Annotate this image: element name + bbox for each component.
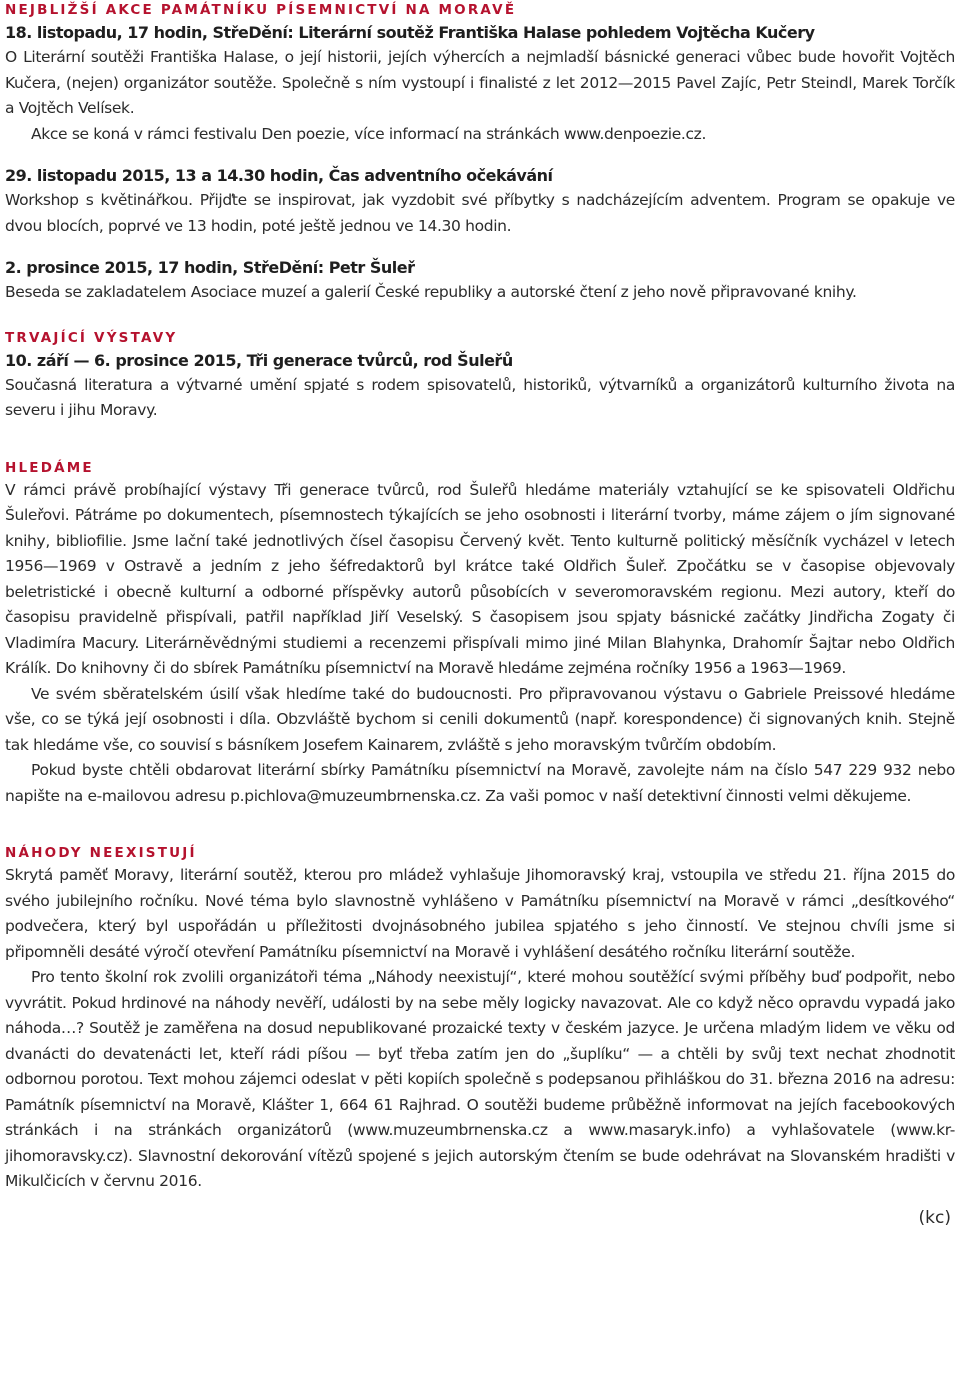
document-page [5, 0, 955, 1231]
hledame-paragraph-3: Pokud byste chtěli obdarovat literární sbírky Památníku písemnictví na Moravě, zavolejte nám na číslo 547 229 932 nebo napište na e-mailovou adresu p.pichlova@muzeumbrnenska.cz. Za vaši pomoc v naší detektivní činnosti velmi děkujeme. [5, 761, 955, 805]
exhibition-text: Současná literatura a výtvarné umění spjaté s rodem spisovatelů, historiků, výtvarníků a organizátorů kulturního života na severu i jihu Moravy. [5, 375, 955, 419]
nahody-paragraph-2: Pro tento školní rok zvolili organizátoři téma „Náhody neexistují“, které mohou soutěžící svými příběhy buď podpořit, nebo vyvrátit. Pokud hrdinové na náhody nevěří, události by na sebe měly logicky navazovat. Ale co když něco opravdu vypadá jako náhoda…? Soutěž je zaměřena na dosud nepublikované prozaické texty v českém jazyce. Je určena mladým lidem ve věku od dvanácti do devatenácti let, kteří rádi píšou — byť třeba zatím jen do „šuplíku“ — a chtěli by svůj text nechat zhodnotit odbornou porotou. Text mohou zájemci odeslat v pěti kopiích společně s podepsanou přihláškou do 31. března 2016 na adresu: Památník písemnictví na Moravě, Klášter 1, 664 61 Rajhrad. O soutěži budeme průběžně informovat na jejích facebookových stránkách i na stránkách organizátorů (www.muzeumbrnenska.cz a www.masaryk.info) a vyhlašovatele (www.kr-jihomoravsky.cz). Slavnostní dekorování vítězů spojené s jejich autorským čtením se bude odehrávat na Slovanském hradišti v Mikulčicích v červnu 2016. [5, 968, 955, 1190]
event-text-competition: O Literární soutěži Františka Halase, o její historii, jejích výhercích a nejmladší básnické generaci vůbec bude hovořit Vojtěch Kučera, (nejen) organizátor soutěže. Společně s ním vystoupí i finalisté z let 2012—2015 Pavel Zajíc, Petr Steindl, Marek Torčík a Vojtěch Velísek. [5, 48, 955, 117]
hledame-paragraph-2: Ve svém sběratelském úsilí však hledíme také do budoucnosti. Pro připravovanou výstavu o Gabriele Preissové hledáme vše, co se týká její osobnosti i díla. Obzvláště bychom si cenili dokumentů (např. korespondence) či signovaných knih. Stejně tak hledáme vše, co souvisí s básníkem Josefem Kainarem, zvláště s jeho moravským tvůrčím obdobím. [5, 684, 955, 754]
event-text-suler: Beseda se zakladatelem Asociace muzeí a galerií České republiky a autorské čtení z jeho nově připravované knihy. [5, 283, 857, 301]
hledame-paragraph-1: V rámci právě probíhající výstavy Tři generace tvůrců, rod Šuleřů hledáme materiály vztahující se ke spisovateli Oldřichu Šuleřovi. Pátráme po dokumentech, písemnostech týkajících se jeho osobnosti i literární tvorby, máme zájem o jím signované knihy, bibliofilie. Jsme lační také jednotlivých čísel časopisu Červený květ. Tento kulturně politický měsíčník vycházel v letech 1956—1969 v Ostravě a jedním z jeho šéfredaktorů byl krátce také Oldřich Šuleř. Zpočátku se v časopise objevovaly beletristické i obecně kulturní a odborné příspěvky autorů působících v severomoravském regionu. Mezi autory, kteří do časopisu pravidelně přispívali, patřil například Jiří Veselský. S časopisem jsou spjaty básnické začátky Jindřicha Zogaty či Vladimíra Macury. Literárněvědnými studiemi a recenzemi přispívali mimo jiné Milan Blahynka, Drahomír Šajtar nebo Oldřich Králík. Do knihovny či do sbírek Památníku písemnictví na Moravě hledáme zejména ročníky 1956 a 1963—1969. [5, 480, 955, 677]
section-title-vystavy: TRVAJÍCÍ VÝSTAVY [5, 329, 178, 346]
nahody-paragraph-1: Skrytá paměť Moravy, literární soutěž, kterou pro mládež vyhlašuje Jihomoravský kraj, vstoupila ve středu 21. října 2015 do svého jubilejního ročníku. Nové téma bylo slavnostně vyhlášeno v Památníku písemnictví na Moravě v rámci „desítkového“ podvečera, který byl uspořádán u příležitosti dvojnásobného jubilea spjatého s jeho činností. Ve stejnou chvíli jsme si připomněli desáté výročí otevření Památníku písemnictví na Moravě i vyhlášení desátého ročníku literární soutěže. [5, 866, 955, 961]
exhibition-title: 10. září — 6. prosince 2015, Tři generace tvůrců, rod Šuleřů [5, 350, 513, 370]
section-title-nahody: NÁHODY NEEXISTUJÍ [5, 845, 197, 861]
event-title-advent: 29. listopadu 2015, 13 a 14.30 hodin, Čas adventního očekávání [5, 166, 553, 185]
event-text-advent: Workshop s květinářkou. Přijďte se inspirovat, jak vyzdobit své příbytky s nadcházejícím adventem. Program se opakuje ve dvou blocích, poprvé ve 13 hodin, poté ještě jednou ve 14.30 hodin. [5, 191, 955, 235]
event-text-competition-festival: Akce se koná v rámci festivalu Den poezie, více informací na stránkách www.denpoezie.cz. [31, 124, 707, 143]
section-title-akce: NEJBLIŽŠÍ AKCE PAMÁTNÍKU PÍSEMNICTVÍ NA MORAVĚ [5, 2, 517, 18]
author-signature: (kc) [918, 1207, 951, 1228]
event-title-suler: 2. prosince 2015, 17 hodin, StřeDění: Petr Šuleř [5, 258, 415, 277]
section-title-hledame: HLEDÁME [5, 459, 94, 476]
event-title-competition: 18. listopadu, 17 hodin, StřeDění: Literární soutěž Františka Halase pohledem Vojtěcha Kučery [5, 23, 815, 42]
